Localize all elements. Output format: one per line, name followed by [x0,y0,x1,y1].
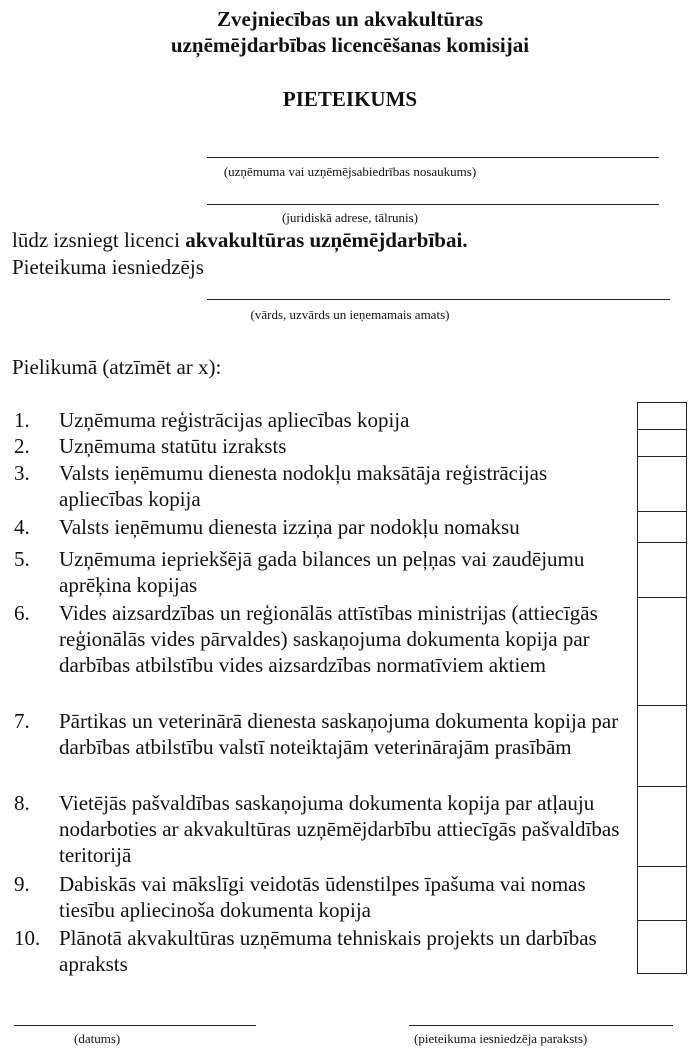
addressee-line-2: uzņēmējdarbības licencēšanas komisijai [170,33,530,57]
list-item: Plānotā akvakultūras uzņēmuma tehniskais projekts un darbības apraksts [59,926,597,976]
checkbox-item-3[interactable] [637,456,687,512]
checkbox-item-5[interactable] [637,542,687,598]
item-number: 4. [14,515,30,539]
signature-caption: (pieteikuma iesniedzēja paraksts) [414,1031,588,1046]
address-caption: (juridiskā adrese, tālrunis) [281,210,419,225]
checkbox-item-7[interactable] [637,705,687,787]
list-item: Valsts ieņēmumu dienesta nodokļu maksātāja reģistrācijas apliecības kopija [59,461,548,511]
list-item: Vides aizsardzības un reģionālās attīstības ministrijas (attiecīgās reģionālās vides pārvaldes) saskaņojuma dokumenta kopija par darbības atbilstību vides aizsardzības normatīviem aktiem [59,601,598,677]
list-item: Vietējās pašvaldības saskaņojuma dokumenta kopija par atļauju nodarboties ar akvakultūras uzņēmējdarbību attiecīgās pašvaldības teritorijā [59,791,620,867]
item-number: 2. [14,434,30,458]
item-number: 5. [14,547,30,571]
item-number: 6. [14,601,30,625]
item-number: 9. [14,872,30,896]
request-text [12,228,468,253]
checkbox-item-8[interactable] [637,786,687,867]
checkbox-item-6[interactable] [637,597,687,706]
date-line[interactable] [14,1025,256,1026]
list-item: Valsts ieņēmumu dienesta izziņa par nodokļu nomaksu [59,515,520,539]
page-title: PIETEIKUMS [282,87,418,111]
checkbox-item-1[interactable] [637,402,687,430]
addressee-line-1: Zvejniecības un akvakultūras [216,7,484,31]
applicant-line[interactable] [207,299,670,300]
item-number: 10. [14,926,41,950]
company-name-line[interactable] [207,157,659,158]
checkbox-item-4[interactable] [637,511,687,543]
request-bold: akvakultūras uzņēmējdarbībai. [185,228,468,252]
list-item: Uzņēmuma reģistrācijas apliecības kopija [59,408,410,432]
list-item: Uzņēmuma iepriekšējā gada bilances un peļņas vai zaudējumu aprēķina kopijas [59,547,585,597]
item-number: 3. [14,461,30,485]
item-number: 1. [14,408,30,432]
list-item: Dabiskās vai mākslīgi veidotās ūdenstilpes īpašuma vai nomas tiesību apliecinoša dokumenta kopija [59,872,586,922]
item-number: 8. [14,791,30,815]
date-caption: (datums) [74,1031,121,1046]
item-number: 7. [14,709,30,733]
attachments-heading: Pielikumā (atzīmēt ar x): [12,355,222,379]
checkbox-item-9[interactable] [637,866,687,921]
applicant-label: Pieteikuma iesniedzējs [12,255,204,279]
address-line[interactable] [207,204,659,205]
signature-line[interactable] [409,1025,673,1026]
applicant-caption: (vārds, uzvārds un ieņemamais amats) [250,307,450,322]
request-prefix: lūdz izsniegt licenci [12,228,186,252]
checkbox-item-10[interactable] [637,920,687,974]
list-item: Uzņēmuma statūtu izraksts [59,434,287,458]
checkbox-item-2[interactable] [637,429,687,457]
list-item: Pārtikas un veterinārā dienesta saskaņojuma dokumenta kopija par darbības atbilstību valstī noteiktajām veterinārajām prasībām [59,709,619,759]
company-name-caption: (uzņēmuma vai uzņēmējsabiedrības nosaukums) [223,164,477,179]
